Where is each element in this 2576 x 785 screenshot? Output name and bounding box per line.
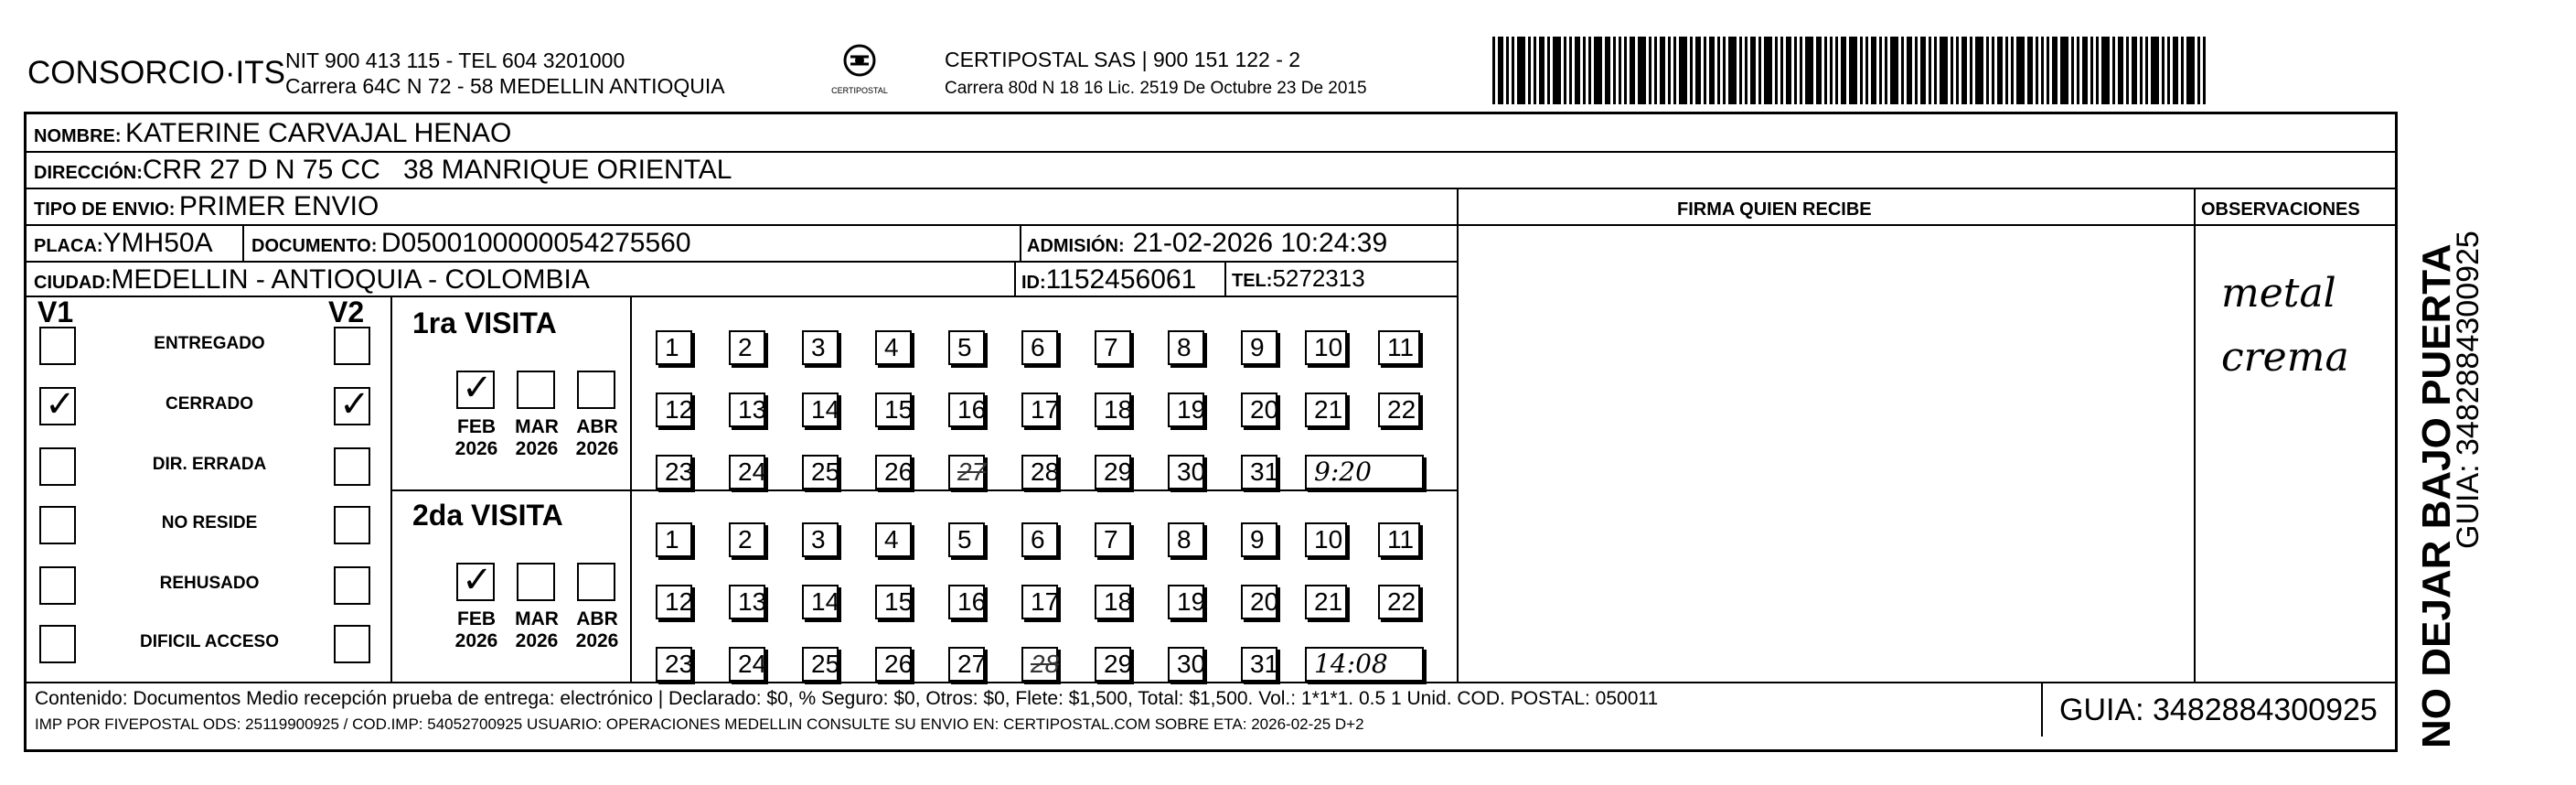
- day-box[interactable]: 14: [802, 392, 839, 427]
- month-checkbox[interactable]: [577, 371, 615, 409]
- delivery-form: [24, 112, 2398, 752]
- side-warning: NO DEJAR BAJO PUERTA: [2414, 243, 2459, 748]
- guia-number: GUIA: 3482884300925: [2059, 693, 2378, 727]
- day-box[interactable]: 20: [1241, 392, 1277, 427]
- status-label: CERRADO: [165, 394, 254, 414]
- day-box[interactable]: 17: [1021, 392, 1058, 427]
- brand-name: CONSORCIO·ITS: [27, 55, 285, 91]
- day-box[interactable]: 22: [1378, 392, 1420, 427]
- barcode-bar: [1805, 37, 1813, 104]
- logo-text: CERTIPOSTAL: [831, 86, 888, 95]
- barcode-bar: [2041, 37, 2044, 104]
- placa-value: YMH50A: [102, 228, 213, 258]
- month-year: 2026: [575, 630, 619, 651]
- handwritten-time[interactable]: 9:20: [1305, 455, 1424, 489]
- barcode-bar: [1890, 37, 1898, 104]
- v1-checkbox[interactable]: [39, 566, 76, 605]
- v1-checkbox[interactable]: [39, 327, 76, 365]
- direccion-row: [34, 155, 732, 186]
- barcode-bar: [1940, 37, 1948, 104]
- barcode-bar: [1970, 37, 1972, 104]
- month-label: [509, 416, 564, 460]
- day-box[interactable]: 26: [875, 455, 912, 489]
- barcode-bar: [2173, 37, 2178, 104]
- day-box[interactable]: 16: [948, 585, 985, 619]
- tel-row: [1232, 264, 1365, 293]
- day-box[interactable]: 9: [1241, 330, 1277, 365]
- month-label: [449, 608, 504, 652]
- day-box[interactable]: 29: [1095, 455, 1131, 489]
- day-box[interactable]: 27: [948, 455, 985, 489]
- barcode-bar: [1758, 37, 1761, 104]
- month-year: 2026: [454, 438, 498, 459]
- barcode-bar: [1739, 37, 1742, 104]
- barcode-bar: [1956, 37, 1959, 104]
- v2-checkbox[interactable]: [334, 447, 370, 486]
- status-label: DIR. ERRADA: [152, 455, 267, 474]
- certipostal-address: Carrera 80d N 18 16 Lic. 2519 De Octubre 23 De 2015: [945, 79, 1367, 98]
- v2-checkbox[interactable]: [334, 566, 370, 605]
- barcode-bar: [1835, 37, 1838, 104]
- barcode-bar: [1764, 37, 1772, 104]
- day-box[interactable]: 12: [656, 392, 692, 427]
- barcode-bar: [2167, 37, 2170, 104]
- nombre-label: NOMBRE:: [34, 126, 122, 146]
- day-box[interactable]: 24: [729, 455, 765, 489]
- day-box[interactable]: 1: [656, 330, 692, 365]
- side-guia: GUIA: 3482884300925: [2451, 231, 2485, 549]
- barcode-bar: [1668, 37, 1671, 104]
- barcode-bar: [2096, 37, 2099, 104]
- handwritten-time[interactable]: 14:08: [1305, 647, 1424, 682]
- barcode-bar: [2203, 37, 2206, 104]
- month-checkbox[interactable]: [456, 367, 495, 409]
- barcode-bar: [1690, 37, 1693, 104]
- placa-row: [34, 228, 213, 259]
- barcode-bar: [1975, 37, 1983, 104]
- day-box[interactable]: 7: [1095, 330, 1131, 365]
- barcode-bar: [1638, 37, 1646, 104]
- day-box[interactable]: 4: [875, 522, 912, 557]
- barcode-bar: [1709, 37, 1715, 104]
- barcode-bar: [2181, 37, 2184, 104]
- barcode-bar: [1986, 37, 1989, 104]
- barcode-bar: [1849, 37, 1857, 104]
- ciudad-row: [34, 264, 590, 296]
- month-label: [449, 416, 504, 460]
- observation-word-1: metal: [2221, 270, 2336, 317]
- direccion-value: CRR 27 D N 75 CC 38 MANRIQUE ORIENTAL: [142, 155, 732, 185]
- admision-value: 21-02-2026 10:24:39: [1132, 228, 1388, 258]
- barcode-bar: [1492, 37, 1495, 104]
- day-box[interactable]: 8: [1168, 330, 1204, 365]
- day-box[interactable]: 27: [948, 647, 985, 682]
- day-box[interactable]: 23: [656, 455, 692, 489]
- direccion-label: DIRECCIÓN:: [34, 163, 143, 183]
- company-info: [285, 48, 725, 99]
- day-box[interactable]: 31: [1241, 455, 1277, 489]
- day-box[interactable]: 9: [1241, 522, 1277, 557]
- barcode-bar: [1860, 37, 1863, 104]
- day-box[interactable]: 18: [1095, 392, 1131, 427]
- id-value: 1152456061: [1045, 264, 1197, 295]
- day-box[interactable]: 23: [656, 647, 692, 682]
- barcode-bar: [1660, 37, 1665, 104]
- barcode-bar: [1745, 37, 1748, 104]
- barcode-bar: [1498, 37, 1503, 104]
- barcode-bar: [1879, 37, 1882, 104]
- month-name: ABR: [576, 416, 618, 437]
- certipostal-logo: [823, 38, 896, 102]
- placa-label: PLACA:: [34, 236, 103, 256]
- day-box[interactable]: 24: [729, 647, 765, 682]
- day-box[interactable]: 28: [1021, 455, 1058, 489]
- barcode-bar: [2071, 37, 2074, 104]
- month-year: 2026: [515, 438, 559, 459]
- barcode-bar: [2005, 37, 2008, 104]
- barcode-bar: [1679, 37, 1687, 104]
- day-box[interactable]: 10: [1305, 330, 1347, 365]
- day-box[interactable]: 11: [1378, 330, 1420, 365]
- barcode-bar: [1534, 37, 1536, 104]
- day-box[interactable]: 25: [802, 647, 839, 682]
- day-box[interactable]: 31: [1241, 647, 1277, 682]
- barcode-bar: [1997, 37, 2003, 104]
- barcode-bar: [1588, 37, 1591, 104]
- status-label: REHUSADO: [159, 574, 260, 593]
- day-box[interactable]: 2: [729, 330, 765, 365]
- ciudad-value: MEDELLIN - ANTIOQUIA - COLOMBIA: [111, 264, 590, 295]
- day-box[interactable]: 13: [729, 585, 765, 619]
- day-box[interactable]: 30: [1168, 647, 1204, 682]
- barcode-bar: [1750, 37, 1756, 104]
- status-label: DIFICIL ACCESO: [139, 632, 279, 651]
- day-box[interactable]: 8: [1168, 522, 1204, 557]
- barcode-bar: [2112, 37, 2115, 104]
- barcode-bar: [1816, 37, 1822, 104]
- barcode-bar: [2186, 37, 2195, 104]
- barcode-bar: [2016, 37, 2025, 104]
- admision-label: ADMISIÓN:: [1027, 236, 1125, 256]
- check-mark-icon: ✓: [462, 559, 493, 601]
- day-box[interactable]: 30: [1168, 455, 1204, 489]
- barcode-bar: [1506, 37, 1509, 104]
- barcode-bar: [1704, 37, 1706, 104]
- nombre-value: KATERINE CARVAJAL HENAO: [125, 118, 512, 148]
- footer-print-line: IMP POR FIVEPOSTAL ODS: 25119900925 / COD.IMP: 54052700925 USUARIO: OPERACIONES MEDELLIN CONSULTE SU ENVIO EN: CERTIPOSTAL.COM SOBRE ETA: 2026-02-25 D+2: [35, 715, 1364, 733]
- tipo-value: PRIMER ENVIO: [178, 191, 379, 221]
- tel-label: TEL:: [1232, 271, 1273, 291]
- barcode-bar: [1723, 37, 1726, 104]
- v1-checkbox[interactable]: [39, 506, 76, 544]
- admision-row: [1027, 228, 1387, 259]
- nit-line: NIT 900 413 115 - TEL 604 3201000: [285, 48, 625, 72]
- visit2-title: 2da VISITA: [412, 499, 563, 532]
- day-box[interactable]: 26: [875, 647, 912, 682]
- barcode-bar: [1547, 37, 1550, 104]
- barcode-bar: [2162, 37, 2164, 104]
- barcode-bar: [1830, 37, 1833, 104]
- barcode-bar: [1915, 37, 1918, 104]
- barcode-bar: [2011, 37, 2014, 104]
- check-mark-icon: ✓: [339, 383, 370, 425]
- v2-checkbox[interactable]: [334, 625, 370, 663]
- barcode-bar: [1992, 37, 1994, 104]
- address-line: Carrera 64C N 72 - 58 MEDELLIN ANTIOQUIA: [285, 74, 725, 98]
- month-name: ABR: [576, 608, 618, 629]
- barcode-bar: [1871, 37, 1876, 104]
- v1-header: V1: [37, 296, 74, 328]
- nombre-row: [34, 118, 511, 149]
- v2-checkbox[interactable]: [334, 327, 370, 365]
- barcode: [1492, 37, 2224, 104]
- v1-checkbox[interactable]: [39, 447, 76, 486]
- status-label: ENTREGADO: [154, 334, 265, 353]
- documento-value: D0500100000054275560: [380, 228, 691, 258]
- barcode-bar: [2036, 37, 2038, 104]
- day-box[interactable]: 29: [1095, 647, 1131, 682]
- barcode-bar: [1934, 37, 1937, 104]
- barcode-bar: [2047, 37, 2049, 104]
- day-box[interactable]: 19: [1168, 585, 1204, 619]
- barcode-bar: [1583, 37, 1586, 104]
- barcode-bar: [2027, 37, 2033, 104]
- guia-box: [2041, 683, 2400, 737]
- barcode-bar: [1569, 37, 1572, 104]
- barcode-bar: [1929, 37, 1931, 104]
- barcode-bar: [1865, 37, 1868, 104]
- barcode-bar: [2052, 37, 2058, 104]
- day-box[interactable]: 3: [802, 330, 839, 365]
- barcode-bar: [1564, 37, 1566, 104]
- day-box[interactable]: 20: [1241, 585, 1277, 619]
- day-box[interactable]: 2: [729, 522, 765, 557]
- barcode-bar: [2140, 37, 2143, 104]
- barcode-bar: [1605, 37, 1610, 104]
- day-box[interactable]: 16: [948, 392, 985, 427]
- barcode-bar: [1901, 37, 1904, 104]
- day-box[interactable]: 28: [1021, 647, 1058, 682]
- day-box[interactable]: 7: [1095, 522, 1131, 557]
- ciudad-label: CIUDAD:: [34, 273, 112, 293]
- barcode-bar: [1517, 37, 1525, 104]
- day-box[interactable]: 15: [875, 585, 912, 619]
- day-box[interactable]: 15: [875, 392, 912, 427]
- barcode-bar: [1920, 37, 1926, 104]
- barcode-bar: [1907, 37, 1912, 104]
- barcode-bar: [1624, 37, 1627, 104]
- barcode-bar: [1728, 37, 1737, 104]
- barcode-bar: [2145, 37, 2148, 104]
- check-mark-icon: ✓: [462, 367, 493, 409]
- v2-header: V2: [328, 296, 365, 328]
- barcode-bar: [2082, 37, 2088, 104]
- day-box[interactable]: 13: [729, 392, 765, 427]
- month-label: [570, 608, 625, 652]
- barcode-bar: [2118, 37, 2123, 104]
- barcode-bar: [1961, 37, 1967, 104]
- month-checkbox[interactable]: [456, 559, 495, 601]
- barcode-bar: [1717, 37, 1720, 104]
- barcode-bar: [2126, 37, 2129, 104]
- month-checkbox[interactable]: [577, 563, 615, 601]
- barcode-bar: [1775, 37, 1778, 104]
- barcode-bar: [1695, 37, 1701, 104]
- day-box[interactable]: 11: [1378, 522, 1420, 557]
- barcode-bar: [1951, 37, 1953, 104]
- v1-checkbox[interactable]: [39, 625, 76, 663]
- visit1-title: 1ra VISITA: [412, 306, 557, 339]
- documento-row: [251, 228, 691, 259]
- month-name: MAR: [515, 608, 559, 629]
- day-box[interactable]: 17: [1021, 585, 1058, 619]
- barcode-bar: [1613, 37, 1616, 104]
- day-box[interactable]: 1: [656, 522, 692, 557]
- month-checkbox[interactable]: [517, 563, 555, 601]
- v1-checkbox[interactable]: [39, 383, 76, 425]
- month-name: FEB: [457, 608, 496, 629]
- day-box[interactable]: 14: [802, 585, 839, 619]
- barcode-bar: [1673, 37, 1676, 104]
- observation-word-2: crema: [2221, 334, 2349, 381]
- barcode-bar: [2060, 37, 2068, 104]
- barcode-bar: [2101, 37, 2110, 104]
- v2-checkbox[interactable]: [334, 383, 370, 425]
- month-name: MAR: [515, 416, 559, 437]
- barcode-bar: [1630, 37, 1635, 104]
- day-box[interactable]: 4: [875, 330, 912, 365]
- day-box[interactable]: 12: [656, 585, 692, 619]
- barcode-bar: [1654, 37, 1657, 104]
- day-box[interactable]: 6: [1021, 522, 1058, 557]
- status-label: NO RESIDE: [161, 513, 258, 532]
- barcode-bar: [1649, 37, 1651, 104]
- month-year: 2026: [575, 438, 619, 459]
- month-label: [509, 608, 564, 652]
- tel-value: 5272313: [1272, 264, 1365, 292]
- id-label: ID:: [1021, 273, 1046, 293]
- barcode-bar: [1780, 37, 1783, 104]
- day-box[interactable]: 5: [948, 522, 985, 557]
- footer-content-line: Contenido: Documentos Medio recepción prueba de entrega: electrónico | Declarado: $0, % Seguro: $0, Otros: $0, Flete: $1,500, Total: $1,500. Vol.: 1*1*1. 0.5 1 Unid. COD. POSTAL: 050011: [35, 688, 1659, 709]
- barcode-bar: [1539, 37, 1545, 104]
- barcode-bar: [1800, 37, 1802, 104]
- day-box[interactable]: 18: [1095, 585, 1131, 619]
- day-box[interactable]: 6: [1021, 330, 1058, 365]
- barcode-bar: [1619, 37, 1621, 104]
- barcode-bar: [1575, 37, 1580, 104]
- barcode-bar: [2090, 37, 2093, 104]
- logo-icon: [823, 38, 896, 84]
- day-box[interactable]: 22: [1378, 585, 1420, 619]
- certipostal-info: CERTIPOSTAL SAS | 900 151 122 - 2: [945, 48, 1301, 71]
- day-box[interactable]: 10: [1305, 522, 1347, 557]
- barcode-bar: [2132, 37, 2137, 104]
- barcode-bar: [2197, 37, 2200, 104]
- day-box[interactable]: 3: [802, 522, 839, 557]
- side-label: [2414, 146, 2485, 750]
- barcode-bar: [2077, 37, 2079, 104]
- tipo-row: [34, 191, 379, 222]
- barcode-bar: [1528, 37, 1531, 104]
- barcode-bar: [1553, 37, 1561, 104]
- check-mark-icon: ✓: [45, 383, 76, 425]
- day-box[interactable]: 25: [802, 455, 839, 489]
- tipo-label: TIPO DE ENVIO:: [34, 199, 176, 220]
- barcode-bar: [1824, 37, 1827, 104]
- barcode-bar: [1594, 37, 1602, 104]
- id-row: [1021, 264, 1196, 296]
- month-year: 2026: [515, 630, 559, 651]
- month-label: [570, 416, 625, 460]
- month-checkbox[interactable]: [517, 371, 555, 409]
- day-box[interactable]: 21: [1305, 392, 1347, 427]
- firma-header: FIRMA QUIEN RECIBE: [1677, 199, 1872, 220]
- documento-label: DOCUMENTO:: [251, 236, 378, 256]
- month-year: 2026: [454, 630, 498, 651]
- barcode-bar: [1512, 37, 1514, 104]
- observaciones-header: OBSERVACIONES: [2201, 199, 2360, 220]
- barcode-bar: [1786, 37, 1791, 104]
- month-name: FEB: [457, 416, 496, 437]
- barcode-bar: [1885, 37, 1887, 104]
- day-box[interactable]: 5: [948, 330, 985, 365]
- v2-checkbox[interactable]: [334, 506, 370, 544]
- barcode-bar: [2151, 37, 2159, 104]
- barcode-bar: [1794, 37, 1797, 104]
- day-box[interactable]: 21: [1305, 585, 1347, 619]
- barcode-bar: [1841, 37, 1846, 104]
- day-box[interactable]: 19: [1168, 392, 1204, 427]
